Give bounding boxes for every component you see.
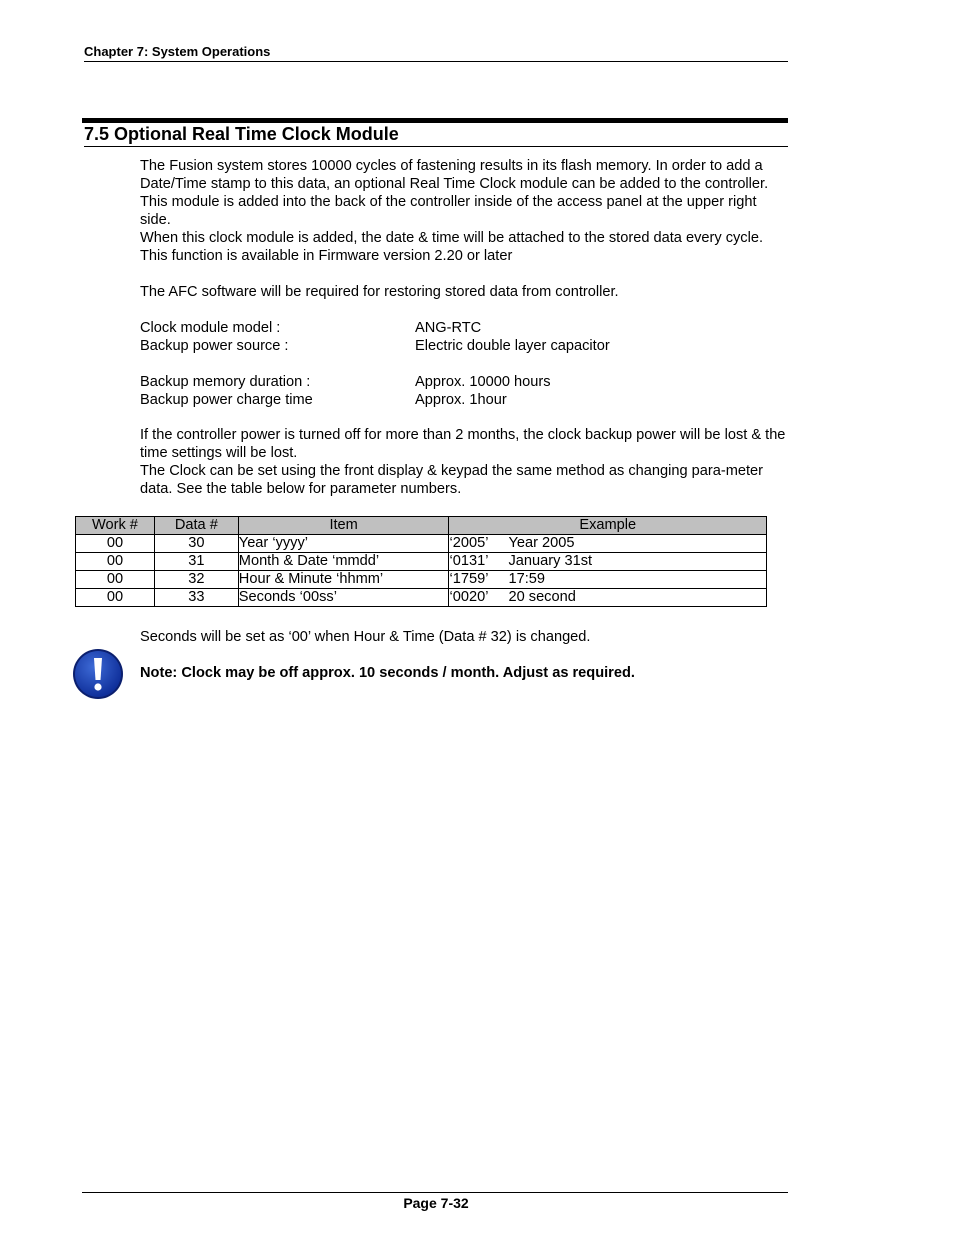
software-paragraph: The AFC software will be required for restoring stored data from controller. bbox=[140, 284, 619, 300]
example-meaning: Year 2005 bbox=[508, 535, 575, 551]
table-header-row bbox=[76, 517, 767, 535]
data-cell: 31 bbox=[154, 553, 238, 571]
spec-label: Backup memory duration : bbox=[140, 374, 311, 390]
column-header-work: Work # bbox=[76, 517, 155, 535]
item-cell: Month & Date ‘mmdd’ bbox=[238, 553, 449, 571]
example-code: ‘0131’ bbox=[449, 553, 489, 569]
data-cell: 33 bbox=[154, 589, 238, 607]
column-header-data: Data # bbox=[154, 517, 238, 535]
exclamation-icon bbox=[72, 648, 124, 700]
spec-value: Approx. 10000 hours bbox=[415, 374, 551, 390]
table-row bbox=[76, 535, 767, 553]
spec-value: Approx. 1hour bbox=[415, 392, 507, 408]
column-header-example: Example bbox=[449, 517, 767, 535]
page-number: Page 7-32 bbox=[403, 1195, 469, 1211]
power-off-paragraph bbox=[140, 426, 790, 498]
power-off-text: If the controller power is turned off for more than 2 months, the clock backup power will be lost & the time settings will be lost. The Clock can be set using the front display & keypad the same method as changing para-meter data. See the table below for parameter numbers. bbox=[140, 427, 786, 497]
example-cell bbox=[449, 589, 767, 607]
work-cell: 00 bbox=[76, 535, 155, 553]
column-header-item: Item bbox=[238, 517, 449, 535]
spec-label: Backup power charge time bbox=[140, 392, 313, 408]
work-cell: 00 bbox=[76, 553, 155, 571]
spec-value: Electric double layer capacitor bbox=[415, 338, 610, 354]
data-cell: 32 bbox=[154, 571, 238, 589]
attach-paragraph: When this clock module is added, the date & time will be attached to the stored data every cycle. This function is available in Firmware version 2.20 or later bbox=[140, 230, 763, 264]
example-meaning: 20 second bbox=[508, 589, 576, 605]
table-row bbox=[76, 553, 767, 571]
chapter-header: Chapter 7: System Operations bbox=[84, 44, 788, 62]
table-row bbox=[76, 571, 767, 589]
example-cell bbox=[449, 553, 767, 571]
item-cell: Hour & Minute ‘hhmm’ bbox=[238, 571, 449, 589]
table-row bbox=[76, 589, 767, 607]
section-title: 7.5 Optional Real Time Clock Module bbox=[84, 124, 788, 147]
example-cell bbox=[449, 535, 767, 553]
seconds-note: Seconds will be set as ‘00’ when Hour & Time (Data # 32) is changed. bbox=[140, 629, 591, 645]
note-text: Note: Clock may be off approx. 10 seconds / month. Adjust as required. bbox=[140, 665, 635, 681]
example-code: ‘1759’ bbox=[449, 571, 489, 587]
item-cell: Year ‘yyyy’ bbox=[238, 535, 449, 553]
example-meaning: January 31st bbox=[508, 553, 593, 569]
intro-paragraph: The Fusion system stores 10000 cycles of fastening results in its flash memory. In order to add a Date/Time stamp to this data, an optional Real Time Clock module can be added to the controller. This module is added into the back of the controller inside of the access panel at the upper right side. bbox=[140, 158, 769, 228]
section-divider bbox=[82, 118, 788, 123]
example-meaning: 17:59 bbox=[508, 571, 546, 587]
item-cell: Seconds ‘00ss’ bbox=[238, 589, 449, 607]
work-cell: 00 bbox=[76, 589, 155, 607]
spec-value: ANG-RTC bbox=[415, 320, 482, 336]
data-cell: 30 bbox=[154, 535, 238, 553]
example-code: ‘2005’ bbox=[449, 535, 489, 551]
spec-label: Backup power source : bbox=[140, 338, 289, 354]
parameter-table bbox=[75, 516, 767, 607]
work-cell: 00 bbox=[76, 571, 155, 589]
footer-divider bbox=[82, 1192, 788, 1193]
example-cell bbox=[449, 571, 767, 589]
example-code: ‘0020’ bbox=[449, 589, 489, 605]
spec-label: Clock module model : bbox=[140, 320, 281, 336]
